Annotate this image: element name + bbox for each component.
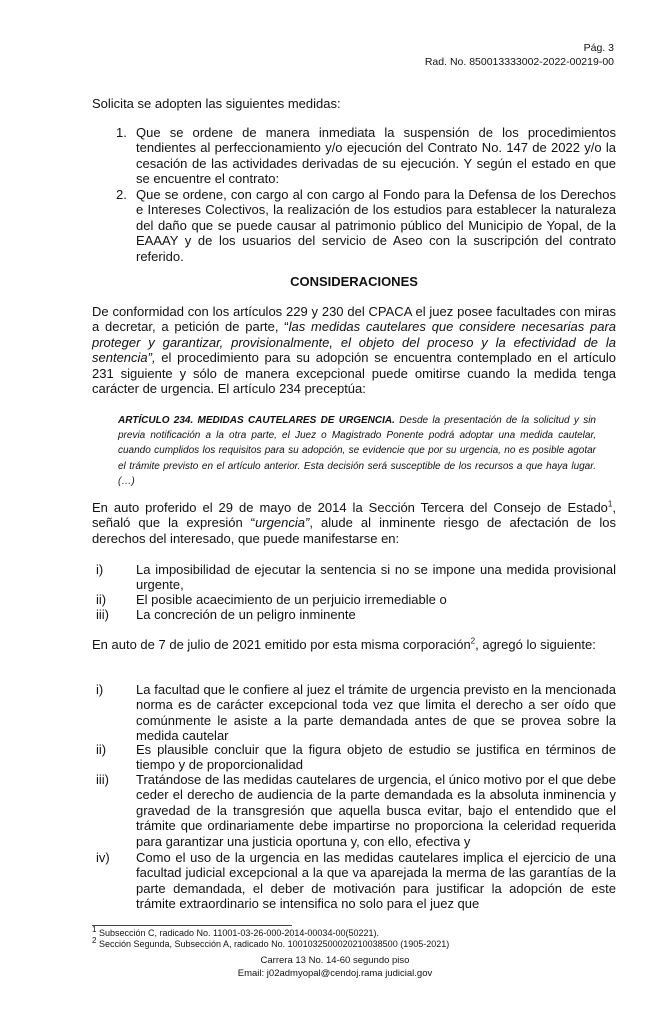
list-number: i) — [96, 682, 104, 697]
paragraph-text: En auto proferido el 29 de mayo de 2014 la Sección Tercera del Consejo de Estado — [92, 500, 608, 515]
footnote-number: 2 — [92, 936, 97, 945]
list-number: iii) — [96, 772, 109, 787]
list-item: La concreción de un peligro inminente — [136, 607, 356, 622]
footnote-ref: 2 — [470, 636, 476, 646]
list-item: La facultad que le confiere al juez el trámite de urgencia previsto en la mencionada norma es de carácter excepcional toda vez que limita el derecho a ser oído que comúnmente le asiste a la parte demandada antes de que se provea sobre la medida cautelar — [136, 682, 616, 744]
list-number: i) — [96, 562, 104, 577]
list-item: El posible acaecimiento de un perjuicio irremediable o — [136, 592, 447, 607]
article-heading: ARTÍCULO 234. MEDIDAS CAUTELARES DE URGENCIA. — [118, 415, 395, 426]
list-item: La imposibilidad de ejecutar la sentencia si no se impone una medida provisional urgente, — [136, 562, 616, 593]
measure-item: Que se ordene de manera inmediata la suspensión de los procedimientos tendientes al perfeccionamiento y/o ejecución del Contrato No. 147 de 2022 y/o la cesación de las actividades derivadas de su ejecución. Y según el estado en que se encuentre el contrato: — [136, 125, 616, 187]
paragraph-text: , alude al inminente riesgo de afectación de los derechos del interesado, que puede manifestarse en: — [92, 515, 616, 546]
footnote-ref: 1 — [607, 499, 613, 509]
measure-item: Que se ordene, con cargo al con cargo al Fondo para la Defensa de los Derechos e Intereses Colectivos, la realización de los estudios para establecer la naturaleza del daño que se puede causar al patrimonio público del Municipio de Yopal, de la EAAAY y de los usuarios del servicio de Aseo con la suscripción del contrato referido. — [136, 187, 616, 264]
footnote-text: Sección Segunda, Subsección A, radicado No. 1001032500020210038500 (1905-2021) — [96, 939, 450, 949]
paragraph-cpaca — [92, 304, 616, 396]
list-item: Es plausible concluir que la figura objeto de estudio se justifica en términos de tiempo y de proporcionalidad — [136, 742, 616, 773]
footer-address: Carrera 13 No. 14-60 segundo piso — [260, 955, 410, 966]
footer-email: Email: j02admyopal@cendoj.rama judicial.gov — [237, 968, 433, 979]
footnote-number: 1 — [92, 925, 97, 934]
footnote — [92, 936, 616, 950]
page-number: Pág. 3 — [583, 42, 614, 54]
list-item: Como el uso de la urgencia en las medidas cautelares implica el ejercicio de una facultad judicial excepcional a la que va aparejada la merma de las garantías de la parte demandada, el deber de motivación para justificar la adopción de este trámite extraordinario se intensifica no solo para el juez que — [136, 850, 616, 912]
measure-number: 1. — [116, 125, 127, 140]
paragraph-text: el procedimiento para su adopción se encuentra contemplado en el artículo 231 siguiente y sólo de manera excepcional puede omitirse cuando la medida tenga carácter de urgencia. El artículo 234 preceptúa: — [92, 350, 616, 397]
footnote-text: Subsección C, radicado No. 11001-03-26-000-2014-00034-00(50221). — [96, 928, 379, 938]
paragraph-text: De conformidad con los artículos 229 y 230 del CPACA el juez posee facultades con miras a decretar, a petición de parte, “ — [92, 304, 616, 335]
paragraph-text: En auto de 7 de julio de 2021 emitido por esta misma corporación — [92, 637, 471, 652]
list-number: iv) — [96, 850, 110, 865]
list-item: Tratándose de las medidas cautelares de urgencia, el único motivo por el que debe ceder el derecho de audiencia de la parte demandada es la absoluta inminencia y gravedad de la transgresión que aquella busca evitar, bajo el entendido que el trámite que ordinariamente debe impartirse no proporciona la celeridad requerida para garantizar una justicia oportuna y, con ello, efectiva y — [136, 772, 616, 849]
paragraph-quote: las medidas cautelares que considere necesarias para proteger y garantizar, provisionalmente, el objeto del proceso y la efectividad de la sentencia”, — [92, 319, 616, 366]
footnote-divider — [92, 925, 292, 926]
paragraph-auto-2021 — [92, 637, 616, 652]
list-number: ii) — [96, 592, 107, 607]
paragraph-auto-2014 — [92, 500, 616, 546]
measure-number: 2. — [116, 187, 127, 202]
radicado-number: Rad. No. 850013333002-2022-00219-00 — [424, 56, 614, 68]
intro-paragraph: Solicita se adopten las siguientes medidas: — [92, 96, 341, 111]
paragraph-quote: urgencia” — [255, 515, 310, 531]
section-title: CONSIDERACIONES — [290, 274, 418, 289]
article-body: Desde la presentación de la solicitud y sin previa notificación a la otra parte, el Juez o Magistrado Ponente podrá adoptar una medida cautelar, cuando cumplidos los requisitos para su adopción, se evidencie que por su urgencia, no es posible agotar el trámite previsto en el artículo anterior. Esta decisión será susceptible de los recursos a que haya lugar.(…) — [118, 415, 596, 487]
paragraph-text: , señaló que la expresión “ — [92, 500, 616, 531]
footnote — [92, 925, 616, 939]
list-number: iii) — [96, 607, 109, 622]
article-quote — [118, 413, 596, 489]
list-number: ii) — [96, 742, 107, 757]
paragraph-text: , agregó lo siguiente: — [475, 637, 596, 652]
